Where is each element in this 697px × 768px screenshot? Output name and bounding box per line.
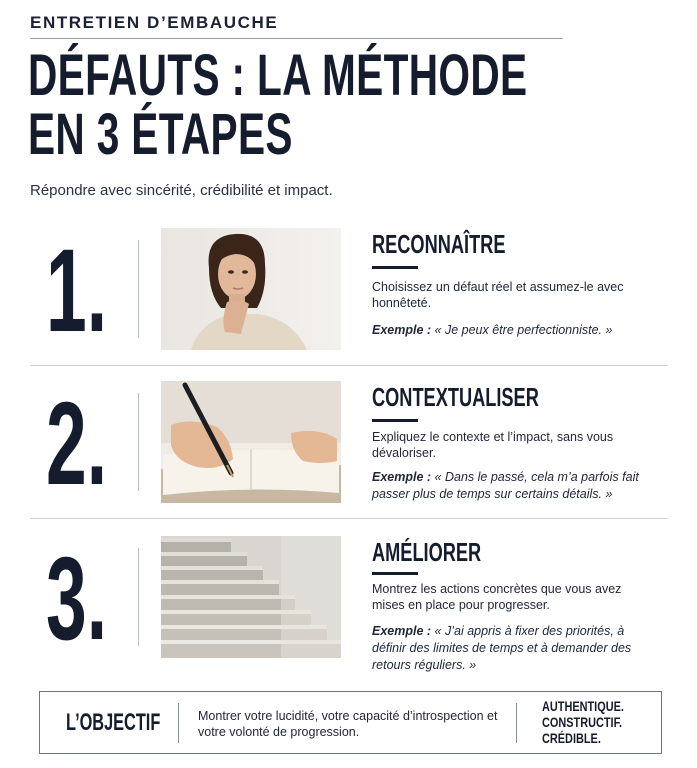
staircase-photo (161, 536, 341, 658)
step-divider (138, 240, 139, 338)
objective-tags (542, 698, 624, 746)
objective-divider (516, 703, 517, 743)
example-quote: « Je peux être perfectionniste. » (434, 323, 613, 337)
step-separator (30, 518, 668, 519)
step-heading-rule (372, 419, 418, 422)
tag-authentique: AUTHENTIQUE. (542, 698, 624, 714)
title-line-1: DÉFAUTS : LA MÉTHODE (28, 43, 528, 108)
step-heading: AMÉLIORER (372, 537, 482, 567)
title-line-2: EN 3 ÉTAPES (28, 102, 293, 167)
kicker-divider (30, 38, 563, 39)
example-quote: « J’ai appris à fixer des priorités, à définir des limites de temps et à demander des retours réguliers. » (372, 624, 632, 672)
page-title (28, 43, 528, 167)
step-number: 3. (46, 533, 108, 665)
subtitle: Répondre avec sincérité, crédibilité et impact. (30, 182, 333, 199)
step-number: 2. (46, 378, 108, 510)
example-label: Exemple : (372, 624, 432, 638)
step-heading: RECONNAÎTRE (372, 229, 506, 259)
hand-writing-notebook-photo (161, 381, 341, 503)
step-heading-rule (372, 266, 418, 269)
step-heading-rule (372, 572, 418, 575)
step-separator (30, 365, 668, 366)
example-label: Exemple : (372, 470, 432, 484)
step-heading: CONTEXTUALISER (372, 382, 539, 412)
example-quote: « Dans le passé, cela m’a parfois fait passer plus de temps sur certains détails. » (372, 470, 639, 501)
objective-divider (178, 703, 179, 743)
step-description: Choisissez un défaut réel et assumez-le avec honnêteté. (372, 280, 624, 310)
objective-box (39, 691, 662, 754)
step-description: Expliquez le contexte et l’impact, sans vous dévaloriser. (372, 430, 614, 460)
step-number: 1. (46, 225, 108, 357)
woman-thinking-photo (161, 228, 341, 350)
tag-constructif: CONSTRUCTIF. (542, 714, 623, 730)
step-divider (138, 548, 139, 646)
tag-credible: CRÉDIBLE. (542, 730, 601, 746)
step-example (372, 623, 652, 674)
step-divider (138, 393, 139, 491)
kicker: ENTRETIEN D’EMBAUCHE (30, 13, 279, 32)
objective-text: Montrer votre lucidité, votre capacité d’introspection et votre volonté de progression. (198, 709, 498, 739)
step-example (372, 322, 672, 339)
objective-label: L’OBJECTIF (66, 709, 161, 736)
step-description: Montrez les actions concrètes que vous avez mises en place pour progresser. (372, 582, 622, 612)
step-example (372, 469, 672, 503)
example-label: Exemple : (372, 323, 432, 337)
